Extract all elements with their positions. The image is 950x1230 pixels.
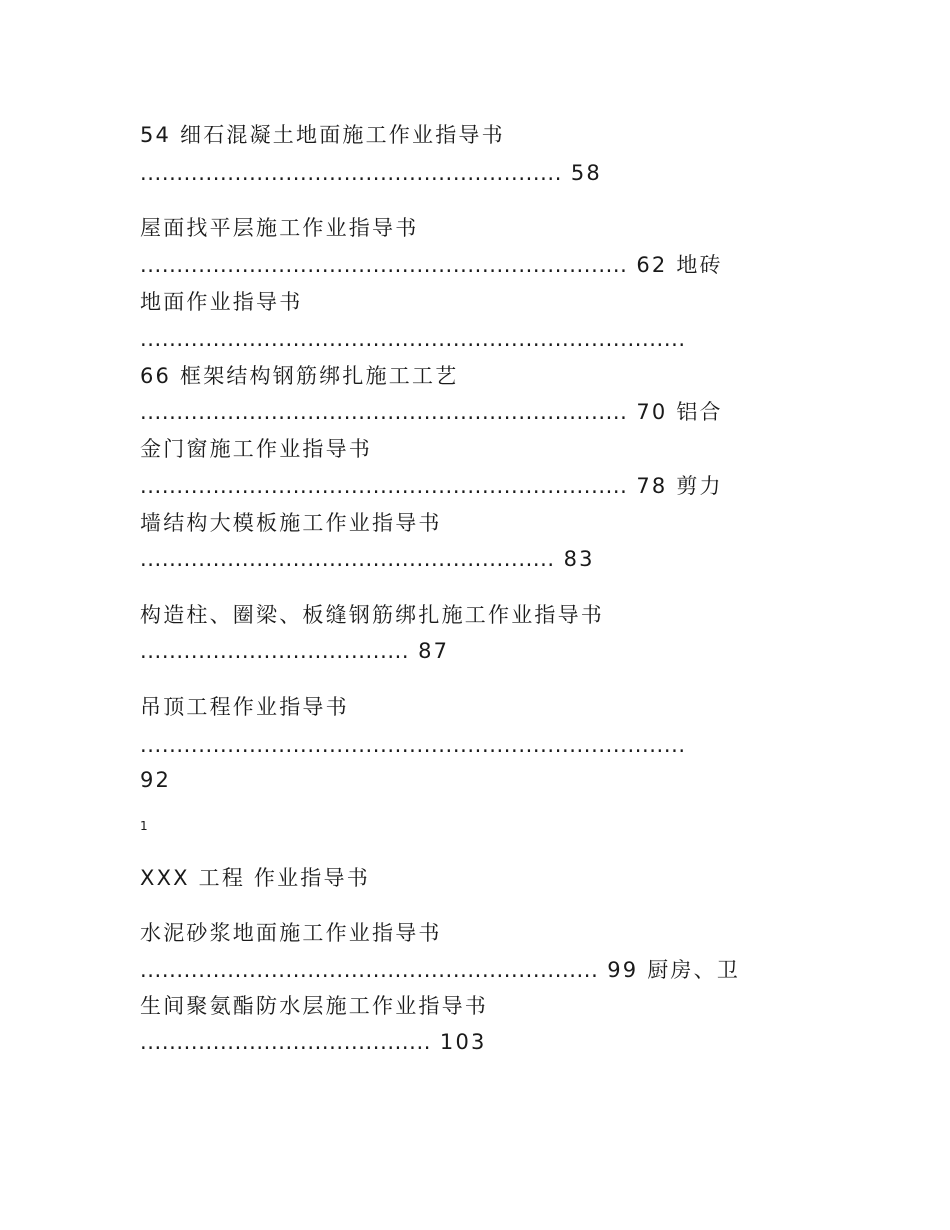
toc-page-number: 87 (409, 639, 450, 663)
toc-page-number: 83 (554, 547, 595, 571)
toc-entry-title: 水泥砂浆地面施工作业指导书 (140, 921, 442, 945)
dot-leader: .......................................................... (140, 161, 562, 185)
toc-entry-leader (140, 159, 602, 187)
dot-leader: ................................................................... (140, 400, 628, 424)
toc-entry-leader (140, 731, 686, 759)
toc-entry-title: 地面作业指导书 (140, 290, 303, 314)
dot-leader: ............................................................... (140, 958, 599, 982)
dot-leader: ..................................... (140, 639, 410, 663)
toc-entry-leader (140, 472, 723, 500)
dot-leader: ................................................................... (140, 474, 628, 498)
toc-page-number: 103 (431, 1030, 487, 1054)
dot-leader: ........................................................................... (140, 733, 686, 757)
toc-entry-leader (140, 545, 595, 573)
toc-entry-title: 生间聚氨酯防水层施工作业指导书 (140, 994, 488, 1018)
dot-leader: ................................................................... (140, 253, 628, 277)
dot-leader: ........................................................................... (140, 327, 686, 351)
toc-entry-leader (140, 251, 723, 279)
toc-entry-leader (140, 637, 449, 665)
toc-page-number: 62 地砖 (627, 253, 723, 277)
toc-entry-title: 金门窗施工作业指导书 (140, 437, 372, 461)
toc-page-number: 58 (561, 161, 602, 185)
toc-page-number: 92 (140, 768, 172, 792)
page-number: 1 (140, 819, 148, 833)
toc-entry-leader (140, 956, 740, 984)
page-header-title: XXX 工程 作业指导书 (140, 866, 370, 890)
toc-entry-leader (140, 325, 686, 353)
toc-entry-leader (140, 1028, 487, 1056)
toc-page-number: 78 剪力 (627, 474, 723, 498)
toc-entry-leader (140, 398, 723, 426)
toc-entry-title: 66 框架结构钢筋绑扎施工工艺 (140, 364, 459, 388)
toc-entry-title: 墙结构大模板施工作业指导书 (140, 511, 442, 535)
dot-leader: ......................................................... (140, 547, 555, 571)
toc-entry-title: 54 细石混凝土地面施工作业指导书 (140, 123, 505, 147)
toc-page-number: 70 铝合 (627, 400, 723, 424)
toc-entry-title: 吊顶工程作业指导书 (140, 695, 349, 719)
dot-leader: ........................................ (140, 1030, 432, 1054)
toc-page-number: 99 厨房、卫 (598, 958, 741, 982)
toc-entry-title: 屋面找平层施工作业指导书 (140, 216, 419, 240)
toc-entry-title: 构造柱、圈梁、板缝钢筋绑扎施工作业指导书 (140, 603, 604, 627)
